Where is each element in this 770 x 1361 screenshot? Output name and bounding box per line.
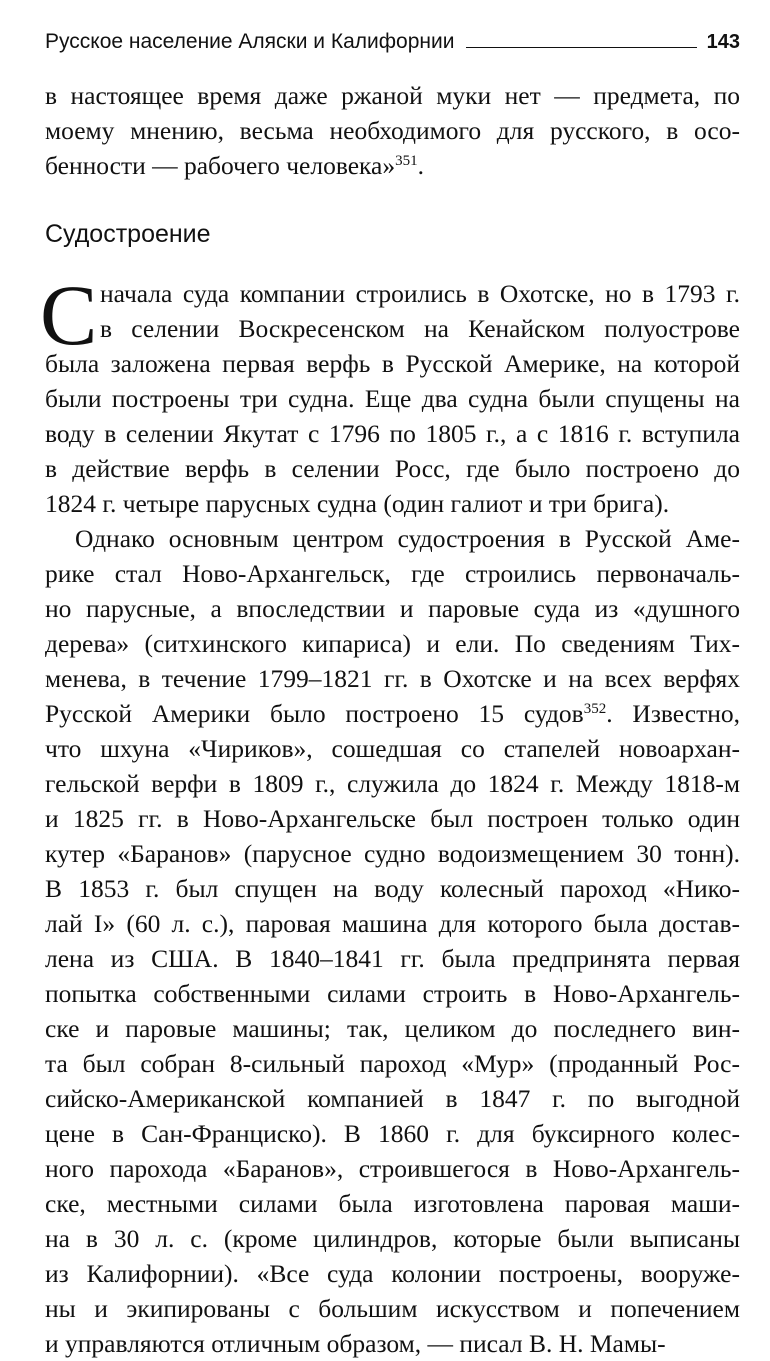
line-text: . [417,151,424,180]
text-line [45,1186,740,1221]
text-line [45,871,740,906]
line-text: ны и экипированы с большим искусством и попечением [45,1294,740,1323]
line-text: ске и паровые машины; так, целиком до последнего вин- [45,1014,740,1043]
line-text: дерева» (ситхинского кипариса) и ели. По сведениям Тих- [45,629,740,658]
text-line [45,486,740,521]
text-line [45,591,740,626]
line-text: ного парохода «Баранов», строившегося в Ново-Архангель- [45,1154,740,1183]
line-text: рике стал Ново-Архангельск, где строились первоначаль- [45,559,740,588]
text-line [45,148,740,183]
line-text: были построены три судна. Еще два судна были спущены на [45,384,740,413]
footnote-ref: 351 [395,153,418,169]
text-line [45,1256,740,1291]
text-line [45,311,740,346]
line-text: в настоящее время даже ржаной муки нет — предмета, по [45,81,740,110]
text-line [45,696,740,731]
line-text: и 1825 гг. в Ново-Архангельске был построен только один [45,804,740,833]
text-line [45,113,740,148]
text-line [45,521,740,556]
running-header [45,24,740,54]
line-text: та был собран 8-сильный пароход «Мур» (проданный Рос- [45,1049,740,1078]
line-text: моему мнению, весьма необходимого для русского, в осо- [45,116,740,145]
text-line [45,1291,740,1326]
line-text: менева, в течение 1799–1821 гг. в Охотске и на всех верфях [45,664,740,693]
text-line [45,626,740,661]
text-line [45,1151,740,1186]
running-title: Русское население Аляски и Калифорнии [45,30,455,53]
text-line [45,1081,740,1116]
text-line [45,1116,740,1151]
line-text: . Известно, [606,699,740,728]
text-line [45,78,740,113]
line-text: кутер «Баранов» (парусное судно водоизмещением 30 тонн). [45,839,740,868]
line-text: в селении Воскресенском на Кенайском полуострове [100,314,740,343]
text-line [45,661,740,696]
text-line [45,1326,740,1361]
line-text: в действие верфь в селении Росс, где было построено до [45,454,740,483]
header-rule [466,47,696,48]
line-text: ске, местными силами была изготовлена паровая маши- [45,1189,740,1218]
text-line [45,941,740,976]
line-text: воду в селении Якутат с 1796 по 1805 г., а с 1816 г. вступила [45,419,740,448]
paragraph-continuation [45,78,740,183]
text-line [45,731,740,766]
line-text: сийско-Американской компанией в 1847 г. по выгодной [45,1084,740,1113]
body-text [45,276,740,1361]
text-line [45,976,740,1011]
line-text: бенности — рабочего человека» [45,151,396,180]
line-text: 1824 г. четыре парусных судна (один галиот и три брига). [45,489,670,518]
line-text: лай I» (60 л. с.), паровая машина для которого была достав- [45,909,740,938]
line-text: попытка собственными силами строить в Ново-Архангель- [45,979,740,1008]
text-line [45,1046,740,1081]
text-line [45,1221,740,1256]
text-line [45,801,740,836]
line-text: Однако основным центром судостроения в Русской Аме- [75,524,740,553]
line-text: В 1853 г. был спущен на воду колесный пароход «Нико- [45,874,740,903]
line-text: что шхуна «Чириков», сошедшая со стапелей новоархан- [45,734,740,763]
line-text: но парусные, а впоследствии и паровые суда из «душного [45,594,740,623]
line-text: цене в Сан-Франциско). В 1860 г. для буксирного колес- [45,1119,740,1148]
line-text: Русской Америки было построено 15 судов [45,699,584,728]
line-text: и управляются отличным образом, — писал В. Н. Мамы- [45,1329,666,1358]
section-heading: Судостроение [45,220,211,248]
text-line [45,381,740,416]
text-line [45,346,740,381]
text-line [45,1011,740,1046]
line-text: была заложена первая верфь в Русской Америке, на которой [45,349,740,378]
footnote-ref: 352 [583,701,607,717]
text-line [45,836,740,871]
text-line [45,276,740,311]
line-text: из Калифорнии). «Все суда колонии построены, вооруже- [45,1259,740,1288]
text-line [45,766,740,801]
text-line [45,416,740,451]
drop-cap: С [40,267,98,363]
page-number: 143 [706,31,740,53]
text-line [45,906,740,941]
text-line [45,451,740,486]
line-text: начала суда компании строились в Охотске, но в 1793 г. [100,279,740,308]
line-text: на в 30 л. с. (кроме цилиндров, которые были выписаны [45,1224,740,1253]
line-text: гельской верфи в 1809 г., служила до 1824 г. Между 1818-м [45,769,740,798]
text-line [45,556,740,591]
line-text: лена из США. В 1840–1841 гг. была предпринята первая [45,944,740,973]
